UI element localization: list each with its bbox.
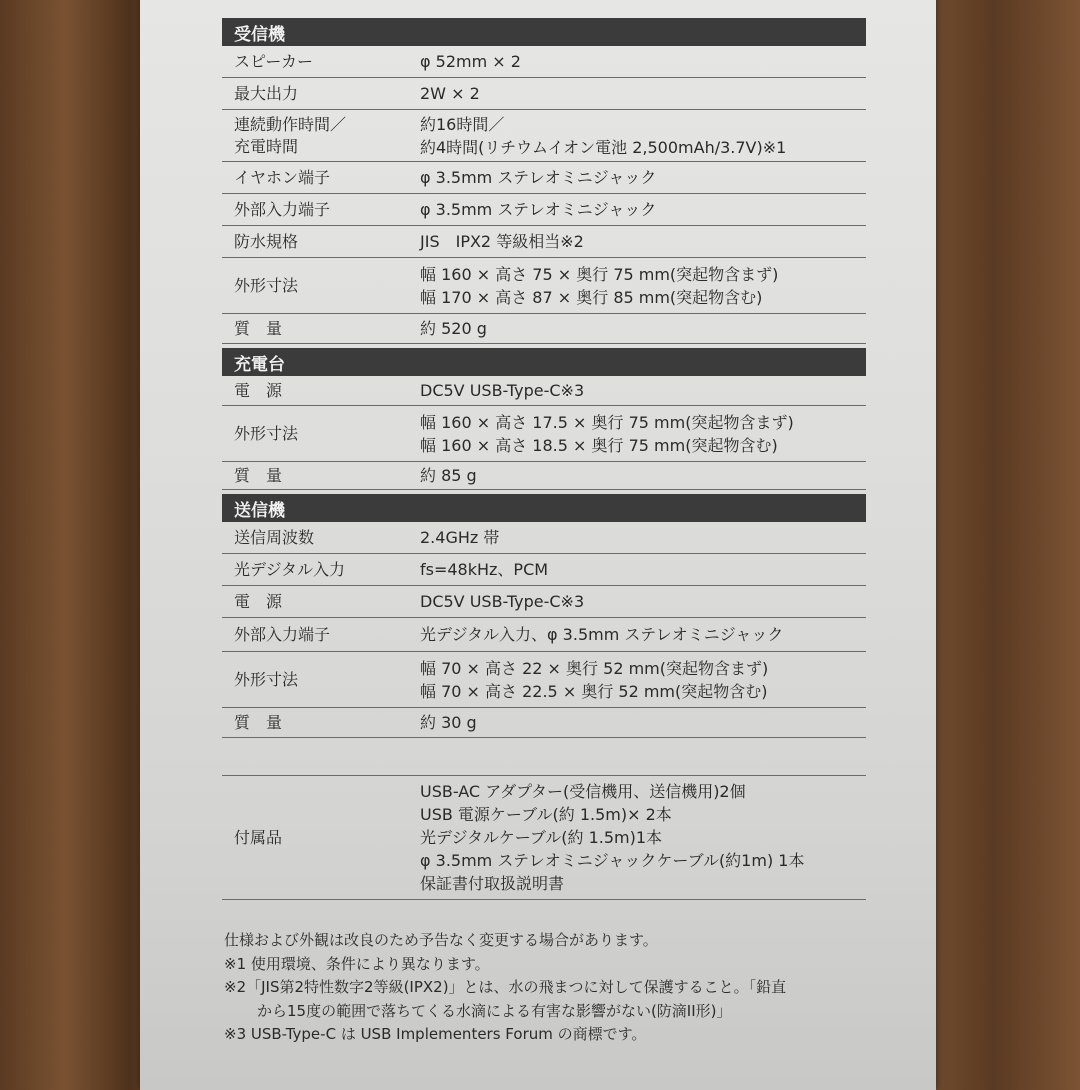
spec-value bbox=[420, 263, 866, 309]
spec-row bbox=[222, 522, 866, 554]
spec-value bbox=[420, 590, 866, 613]
spec-value-line: 幅 70 × 高さ 22 × 奥行 52 mm(突起物含まず) bbox=[420, 658, 769, 678]
spec-value-line: 幅 160 × 高さ 17.5 × 奥行 75 mm(突起物含まず) bbox=[420, 412, 794, 432]
spec-label bbox=[222, 83, 420, 105]
spec-label-line: 外形寸法 bbox=[234, 275, 299, 295]
spec-value bbox=[420, 230, 866, 253]
spec-label-line: 外部入力端子 bbox=[234, 199, 331, 219]
spec-label-line: 外形寸法 bbox=[234, 669, 299, 689]
spec-value-line: 光デジタル入力、φ 3.5mm ステレオミニジャック bbox=[420, 625, 784, 644]
spec-value-line: 幅 160 × 高さ 18.5 × 奥行 75 mm(突起物含む) bbox=[420, 435, 778, 455]
spec-row bbox=[222, 462, 866, 490]
spec-value bbox=[420, 82, 866, 105]
footnote-line: 仕様および外観は改良のため予告なく変更する場合があります。 bbox=[224, 931, 658, 949]
spec-value bbox=[420, 317, 866, 340]
spec-label bbox=[222, 167, 420, 189]
spec-row bbox=[222, 554, 866, 586]
spec-row bbox=[222, 110, 866, 162]
spec-row bbox=[222, 46, 866, 78]
spec-label-line: 電 源 bbox=[234, 591, 283, 611]
spec-label bbox=[222, 559, 420, 581]
spec-row bbox=[222, 78, 866, 110]
spec-row bbox=[222, 652, 866, 708]
spec-label bbox=[222, 591, 420, 613]
spec-row bbox=[222, 194, 866, 226]
spec-row bbox=[222, 226, 866, 258]
spec-label bbox=[222, 199, 420, 221]
spec-row bbox=[222, 738, 866, 776]
spec-value-line: φ 3.5mm ステレオミニジャックケーブル(約1m) 1本 bbox=[420, 851, 805, 870]
spec-value-line: USB-AC アダプター(受信機用、送信機用)2個 bbox=[420, 782, 746, 801]
spec-table bbox=[222, 14, 866, 900]
spec-value-line: 幅 170 × 高さ 87 × 奥行 85 mm(突起物含む) bbox=[420, 287, 763, 307]
spec-label-line: イヤホン端子 bbox=[234, 167, 331, 187]
spec-label bbox=[222, 712, 420, 734]
spec-label bbox=[222, 275, 420, 297]
spec-label bbox=[222, 669, 420, 691]
spec-row bbox=[222, 618, 866, 652]
footnote-line: ※2「JIS第2特性数字2等級(IPX2)」とは、水の飛まつに対して保護すること。「鉛直 bbox=[224, 978, 787, 996]
spec-label-line: 最大出力 bbox=[234, 83, 299, 103]
spec-value-line: 約16時間／ bbox=[420, 114, 505, 134]
spec-label bbox=[222, 114, 420, 158]
spec-value-line: 幅 160 × 高さ 75 × 奥行 75 mm(突起物含まず) bbox=[420, 264, 779, 284]
footnote-line: ※1 使用環境、条件により異なります。 bbox=[224, 954, 490, 973]
spec-value bbox=[420, 558, 866, 581]
spec-row bbox=[222, 406, 866, 462]
footnote-line: から15度の範囲で落ちてくる水滴による有害な影響がない(防滴II形)」 bbox=[257, 1001, 732, 1020]
spec-value-line: 2W × 2 bbox=[420, 84, 480, 103]
section-header: 受信機 bbox=[222, 18, 866, 46]
spec-row bbox=[222, 586, 866, 618]
spec-value bbox=[420, 166, 866, 189]
spec-value bbox=[420, 379, 866, 402]
spec-label bbox=[222, 231, 420, 253]
spec-value-line: φ 52mm × 2 bbox=[420, 52, 521, 71]
spec-value-line: USB 電源ケーブル(約 1.5m)× 2本 bbox=[420, 805, 672, 824]
spec-row bbox=[222, 776, 866, 900]
spec-label-line: 外部入力端子 bbox=[234, 624, 331, 644]
spec-label-line: スピーカー bbox=[234, 51, 314, 71]
spec-value-line: 約4時間(リチウムイオン電池 2,500mAh/3.7V)※1 bbox=[420, 137, 787, 157]
spec-value bbox=[420, 113, 866, 159]
spec-value-line: 約 85 g bbox=[420, 466, 477, 485]
spec-value-line: fs=48kHz、PCM bbox=[420, 560, 549, 579]
footnote-line: ※3 USB-Type-C は USB Implementers Forum の商標です。 bbox=[224, 1025, 647, 1043]
spec-label bbox=[222, 380, 420, 402]
spec-value-line: DC5V USB-Type-C※3 bbox=[420, 592, 585, 611]
spec-value bbox=[420, 780, 866, 895]
spec-row bbox=[222, 376, 866, 406]
spec-row bbox=[222, 162, 866, 194]
footnotes bbox=[224, 929, 786, 1047]
spec-value-line: φ 3.5mm ステレオミニジャック bbox=[420, 168, 657, 187]
spec-label-line: 外形寸法 bbox=[234, 423, 299, 443]
spec-label bbox=[222, 51, 420, 73]
section-header: 送信機 bbox=[222, 494, 866, 522]
spec-value bbox=[420, 526, 866, 549]
spec-value-line: 約 30 g bbox=[420, 713, 477, 732]
spec-value bbox=[420, 464, 866, 487]
spec-value-line: DC5V USB-Type-C※3 bbox=[420, 381, 585, 400]
spec-label-line: 質 量 bbox=[234, 465, 283, 485]
spec-value bbox=[420, 657, 866, 703]
spec-label-line: 充電時間 bbox=[234, 136, 299, 156]
spec-label bbox=[222, 318, 420, 340]
spec-value-line: 約 520 g bbox=[420, 319, 487, 338]
spec-label-line: 質 量 bbox=[234, 318, 283, 338]
spec-label bbox=[222, 423, 420, 445]
spec-label bbox=[222, 827, 420, 849]
spec-label-line: 電 源 bbox=[234, 380, 283, 400]
spec-value-line: 幅 70 × 高さ 22.5 × 奥行 52 mm(突起物含む) bbox=[420, 681, 768, 701]
spec-value-line: φ 3.5mm ステレオミニジャック bbox=[420, 200, 657, 219]
spec-row bbox=[222, 258, 866, 314]
spec-label-line: 付属品 bbox=[234, 827, 283, 847]
spec-value-line: 2.4GHz 帯 bbox=[420, 528, 500, 547]
spec-label-line: 送信周波数 bbox=[234, 527, 315, 547]
spec-value bbox=[420, 711, 866, 734]
spec-value bbox=[420, 623, 866, 646]
spec-label bbox=[222, 527, 420, 549]
spec-value-line: 光デジタルケーブル(約 1.5m)1本 bbox=[420, 828, 663, 847]
spec-label-line: 防水規格 bbox=[234, 231, 299, 251]
spec-label-line: 質 量 bbox=[234, 712, 283, 732]
spec-row bbox=[222, 314, 866, 344]
spec-value bbox=[420, 50, 866, 73]
spec-value-line: 保証書付取扱説明書 bbox=[420, 874, 565, 893]
spec-label bbox=[222, 465, 420, 487]
spec-value-line: JIS IPX2 等級相当※2 bbox=[420, 232, 584, 251]
spec-value bbox=[420, 411, 866, 457]
spec-value bbox=[420, 198, 866, 221]
spec-label bbox=[222, 624, 420, 646]
spec-label-line: 連続動作時間／ bbox=[234, 114, 347, 134]
spec-row bbox=[222, 708, 866, 738]
spec-label-line: 光デジタル入力 bbox=[234, 559, 346, 579]
section-header: 充電台 bbox=[222, 348, 866, 376]
